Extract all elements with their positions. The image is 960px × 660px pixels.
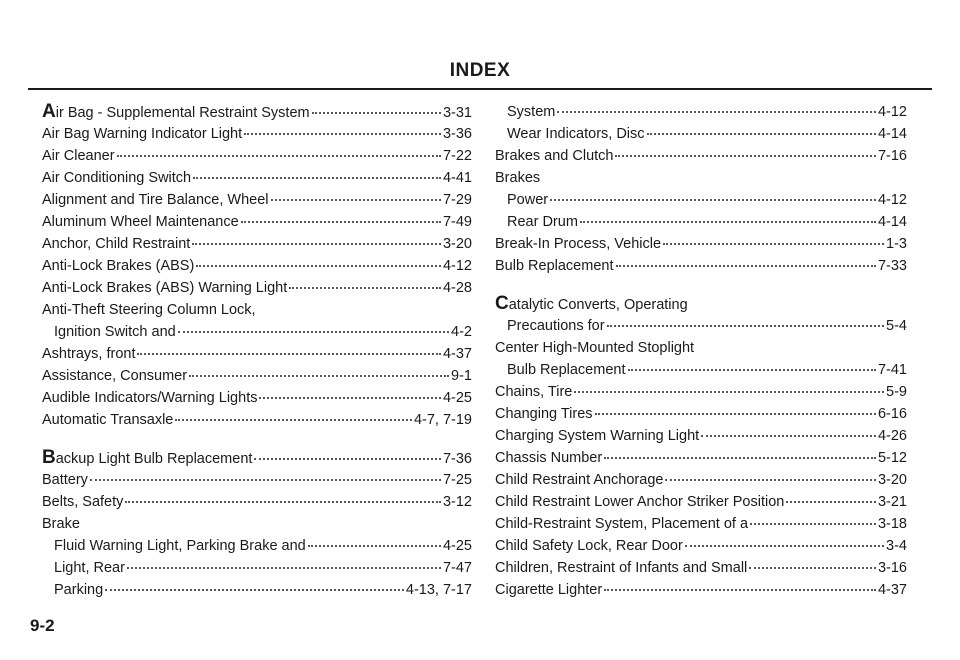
entry-label — [495, 233, 661, 255]
entry-label — [495, 145, 613, 167]
entry-text: ackup Light Bulb Replacement — [55, 451, 253, 467]
index-subentry — [42, 557, 472, 579]
entry-page-ref: 3-18 — [877, 516, 907, 532]
entry-text: Child-Restraint System, Placement of a — [495, 516, 749, 532]
index-heading — [495, 293, 907, 315]
entry-page-ref: 7-16 — [877, 148, 907, 164]
entry-text: Child Restraint Anchorage — [495, 472, 664, 488]
entry-label — [495, 170, 540, 186]
index-entry — [42, 387, 472, 409]
index-entry — [495, 447, 907, 469]
index-entry — [42, 409, 472, 431]
entry-page-ref: 7-33 — [877, 258, 907, 274]
entry-page-ref: 4-14 — [877, 214, 907, 230]
entry-label — [54, 557, 125, 579]
entry-label — [495, 579, 602, 601]
entry-label — [495, 557, 747, 579]
entry-text: Wear Indicators, Disc — [507, 126, 645, 142]
dot-leader — [271, 198, 441, 201]
entry-page-ref: 5-12 — [877, 450, 907, 466]
entry-label — [507, 315, 605, 337]
entry-text: Ignition Switch and — [54, 324, 176, 340]
section-initial: B — [42, 447, 56, 468]
entry-text: Ashtrays, front — [42, 346, 136, 362]
entry-text: Light, Rear — [54, 560, 125, 576]
dot-leader — [595, 412, 876, 415]
entry-text: Parking — [54, 582, 104, 598]
index-entry — [42, 343, 472, 365]
entry-page-ref: 7-49 — [442, 214, 472, 230]
index-subentry — [42, 535, 472, 557]
entry-text: Air Conditioning Switch — [42, 170, 192, 186]
dot-leader — [557, 110, 876, 113]
entry-text: Air Cleaner — [42, 148, 115, 164]
entry-text: atalytic Converts, Operating — [508, 297, 688, 313]
entry-page-ref: 3-16 — [877, 560, 907, 576]
entry-label — [495, 403, 593, 425]
entry-label — [42, 516, 80, 532]
entry-page-ref: 1-3 — [886, 236, 907, 252]
index-entry — [495, 425, 907, 447]
entry-text: Anchor, Child Restraint — [42, 236, 191, 252]
dot-leader — [178, 330, 449, 333]
section-initial: A — [42, 101, 56, 122]
entry-text: Aluminum Wheel Maintenance — [42, 214, 239, 230]
index-entry — [495, 381, 907, 403]
dot-leader — [137, 352, 440, 355]
entry-page-ref: 7-36 — [442, 451, 472, 467]
index-entry — [42, 189, 472, 211]
entry-text: Brake — [42, 516, 80, 532]
index-heading — [42, 513, 472, 535]
entry-label — [507, 101, 555, 123]
index-subentry — [495, 359, 907, 381]
entry-page-ref: 5-9 — [886, 384, 907, 400]
entry-page-ref: 4-37 — [877, 582, 907, 598]
index-subentry — [495, 211, 907, 233]
entry-text: Air Bag Warning Indicator Light — [42, 126, 243, 142]
index-entry — [495, 557, 907, 579]
entry-label — [42, 365, 187, 387]
section-gap — [495, 277, 907, 293]
index-entry — [42, 167, 472, 189]
entry-page-ref: 7-29 — [442, 192, 472, 208]
dot-leader — [701, 434, 876, 437]
index-heading — [495, 167, 907, 189]
entry-label — [42, 447, 252, 470]
entry-label — [42, 233, 190, 255]
dot-leader — [647, 132, 876, 135]
entry-text: System — [507, 104, 556, 120]
entry-text: Center High-Mounted Stoplight — [495, 340, 695, 356]
entry-page-ref: 3-12 — [442, 494, 472, 510]
dot-leader — [663, 242, 884, 245]
entry-label — [54, 579, 103, 601]
entry-label — [42, 211, 239, 233]
dot-leader — [175, 418, 412, 421]
dot-leader — [616, 264, 876, 267]
index-subentry — [495, 189, 907, 211]
dot-leader — [105, 588, 404, 591]
dot-leader — [550, 198, 876, 201]
dot-leader — [750, 522, 876, 525]
entry-label — [495, 469, 663, 491]
dot-leader — [574, 390, 884, 393]
section-gap — [42, 431, 472, 447]
entry-label — [507, 211, 578, 233]
index-subentry — [495, 315, 907, 337]
entry-label — [495, 381, 572, 403]
entry-label — [42, 189, 269, 211]
entry-page-ref: 7-41 — [877, 362, 907, 378]
dot-leader — [749, 566, 876, 569]
index-entry — [42, 447, 472, 469]
entry-page-ref: 4-41 — [442, 170, 472, 186]
entry-label — [42, 277, 287, 299]
dot-leader — [90, 478, 441, 481]
dot-leader — [192, 242, 441, 245]
dot-leader — [628, 368, 876, 371]
entry-page-ref: 4-12 — [877, 104, 907, 120]
dot-leader — [289, 286, 441, 289]
entry-label — [42, 302, 256, 318]
index-entry — [495, 579, 907, 601]
entry-text: Anti-Lock Brakes (ABS) Warning Light — [42, 280, 288, 296]
index-entry — [42, 211, 472, 233]
dot-leader — [241, 220, 441, 223]
dot-leader — [665, 478, 876, 481]
dot-leader — [254, 457, 441, 460]
dot-leader — [604, 588, 876, 591]
entry-label — [42, 387, 257, 409]
entry-text: Chains, Tire — [495, 384, 573, 400]
entry-label — [495, 425, 699, 447]
entry-page-ref: 4-28 — [442, 280, 472, 296]
entry-label — [42, 255, 194, 277]
entry-page-ref: 4-37 — [442, 346, 472, 362]
entry-page-ref: 3-4 — [886, 538, 907, 554]
entry-label — [495, 255, 614, 277]
entry-page-ref: 4-7, 7-19 — [413, 412, 472, 428]
index-entry — [495, 535, 907, 557]
index-entry — [495, 145, 907, 167]
entry-page-ref: 3-36 — [442, 126, 472, 142]
entry-text: Child Restraint Lower Anchor Striker Position — [495, 494, 785, 510]
entry-text: Chassis Number — [495, 450, 603, 466]
index-column-right — [495, 101, 907, 601]
entry-page-ref: 4-12 — [877, 192, 907, 208]
dot-leader — [196, 264, 441, 267]
entry-label — [507, 123, 645, 145]
entry-page-ref: 7-22 — [442, 148, 472, 164]
dot-leader — [259, 396, 441, 399]
entry-text: Brakes and Clutch — [495, 148, 614, 164]
entry-text: Bulb Replacement — [495, 258, 614, 274]
index-heading — [495, 337, 907, 359]
entry-text: Cigarette Lighter — [495, 582, 603, 598]
index-entry — [42, 491, 472, 513]
entry-label — [42, 123, 242, 145]
entry-label — [507, 189, 548, 211]
index-heading — [42, 299, 472, 321]
index-entry — [42, 233, 472, 255]
entry-text: Power — [507, 192, 549, 208]
entry-page-ref: 4-26 — [877, 428, 907, 444]
entry-label — [495, 513, 748, 535]
entry-text: Brakes — [495, 170, 541, 186]
entry-text: Battery — [42, 472, 88, 488]
entry-text: Fluid Warning Light, Parking Brake and — [54, 538, 306, 554]
entry-label — [495, 293, 688, 314]
index-entry — [42, 469, 472, 491]
entry-label — [507, 359, 626, 381]
index-column-left — [42, 101, 472, 601]
entry-page-ref: 6-16 — [877, 406, 907, 422]
index-entry — [42, 255, 472, 277]
entry-text: Anti-Lock Brakes (ABS) — [42, 258, 195, 274]
entry-label — [42, 101, 310, 124]
entry-label — [42, 491, 123, 513]
page-number: 9-2 — [30, 616, 55, 635]
index-subentry — [42, 321, 472, 343]
entry-text: Automatic Transaxle — [42, 412, 174, 428]
entry-label — [495, 535, 683, 557]
entry-page-ref: 3-31 — [442, 105, 472, 121]
entry-label — [495, 491, 784, 513]
entry-text: Alignment and Tire Balance, Wheel — [42, 192, 269, 208]
entry-page-ref: 3-21 — [877, 494, 907, 510]
entry-text: Charging System Warning Light — [495, 428, 700, 444]
entry-label — [54, 535, 306, 557]
dot-leader — [193, 176, 441, 179]
dot-leader — [127, 566, 441, 569]
index-entry — [495, 403, 907, 425]
entry-text: Changing Tires — [495, 406, 593, 422]
index-subentry — [42, 579, 472, 601]
dot-leader — [312, 111, 441, 114]
dot-leader — [615, 154, 875, 157]
dot-leader — [189, 374, 449, 377]
dot-leader — [580, 220, 876, 223]
dot-leader — [117, 154, 441, 157]
index-entry — [495, 469, 907, 491]
entry-label — [54, 321, 176, 343]
entry-label — [495, 447, 602, 469]
entry-label — [495, 340, 694, 356]
entry-page-ref: 4-25 — [442, 390, 472, 406]
entry-text: Break-In Process, Vehicle — [495, 236, 662, 252]
page-title: INDEX — [449, 60, 511, 81]
dot-leader — [308, 544, 441, 547]
entry-page-ref: 9-1 — [451, 368, 472, 384]
entry-label — [42, 343, 135, 365]
entry-text: Child Safety Lock, Rear Door — [495, 538, 683, 554]
dot-leader — [786, 500, 876, 503]
entry-text: Belts, Safety — [42, 494, 124, 510]
entry-page-ref: 3-20 — [442, 236, 472, 252]
entry-page-ref: 4-2 — [451, 324, 472, 340]
entry-text: Children, Restraint of Infants and Small — [495, 560, 748, 576]
entry-text: Rear Drum — [507, 214, 578, 230]
index-entry — [42, 101, 472, 123]
index-entry — [495, 233, 907, 255]
entry-text: Precautions for — [507, 318, 605, 334]
entry-label — [42, 145, 115, 167]
entry-label — [42, 469, 88, 491]
index-entry — [42, 277, 472, 299]
entry-text: Anti-Theft Steering Column Lock, — [42, 302, 256, 318]
entry-page-ref: 4-14 — [877, 126, 907, 142]
entry-label — [42, 167, 191, 189]
index-entry — [42, 123, 472, 145]
index-entry — [495, 513, 907, 535]
dot-leader — [125, 500, 441, 503]
dot-leader — [685, 544, 884, 547]
index-entry — [495, 255, 907, 277]
index-entry — [42, 145, 472, 167]
entry-page-ref: 4-12 — [442, 258, 472, 274]
entry-label — [42, 409, 173, 431]
entry-page-ref: 5-4 — [886, 318, 907, 334]
entry-text: Assistance, Consumer — [42, 368, 188, 384]
dot-leader — [607, 324, 885, 327]
entry-page-ref: 7-47 — [442, 560, 472, 576]
index-entry — [42, 365, 472, 387]
title-rule — [28, 88, 932, 90]
entry-text: ir Bag - Supplemental Restraint System — [55, 105, 310, 121]
entry-text: Bulb Replacement — [507, 362, 626, 378]
entry-page-ref: 4-25 — [442, 538, 472, 554]
entry-page-ref: 4-13, 7-17 — [405, 582, 472, 598]
index-subentry — [495, 123, 907, 145]
entry-text: Audible Indicators/Warning Lights — [42, 390, 258, 406]
dot-leader — [604, 456, 876, 459]
entry-page-ref: 3-20 — [877, 472, 907, 488]
dot-leader — [244, 132, 441, 135]
index-subentry — [495, 101, 907, 123]
entry-page-ref: 7-25 — [442, 472, 472, 488]
index-entry — [495, 491, 907, 513]
section-initial: C — [495, 293, 509, 314]
